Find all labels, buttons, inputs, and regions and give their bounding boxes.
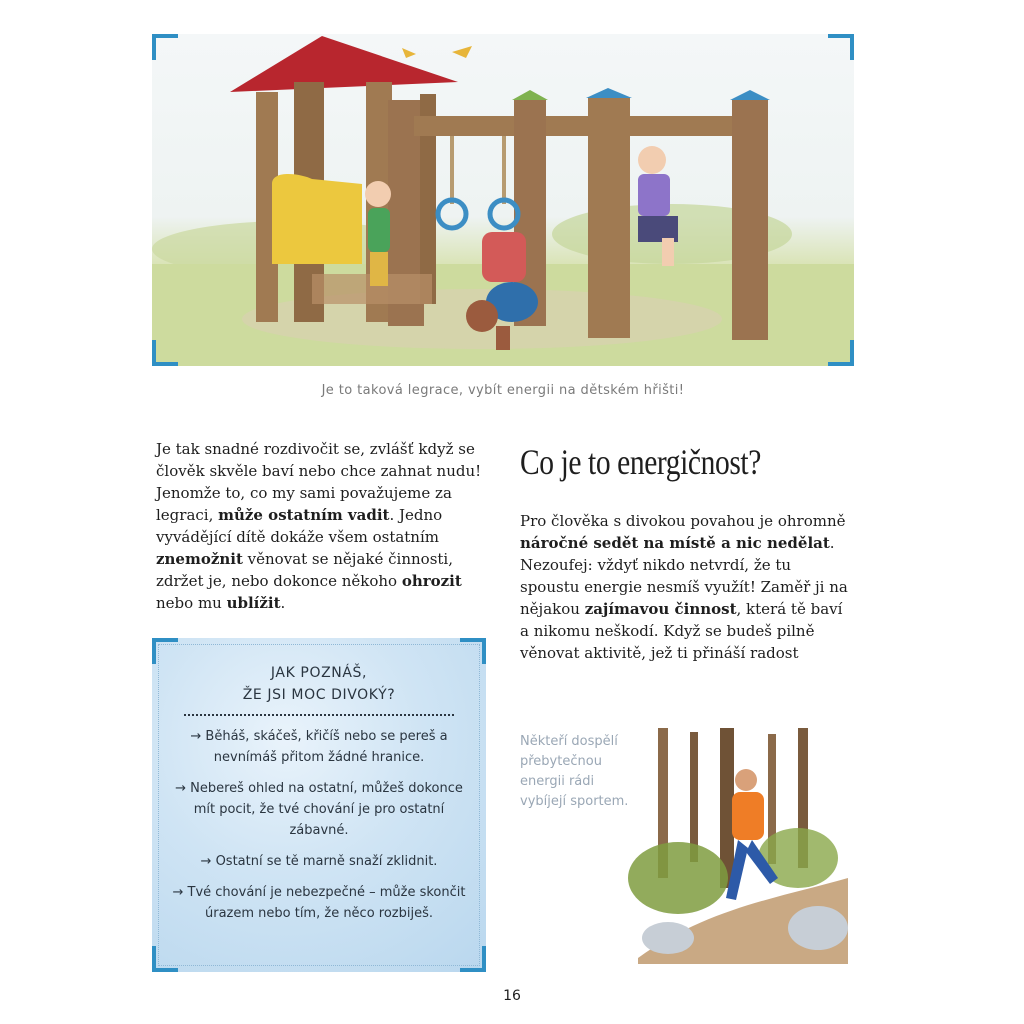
side-caption: Někteří dospělí přebytečnou energii rádi vybíjejí sportem. [520, 734, 629, 809]
section-paragraph [520, 510, 850, 664]
section-text: Pro člověka s divokou povahou je ohromně [520, 512, 846, 530]
box-corner-top-left [152, 638, 178, 664]
page-number: 16 [503, 988, 521, 1004]
intro-emphasis: ublížit [226, 594, 281, 612]
box-corner-bottom-right [460, 946, 486, 972]
tip-item: → Tvé chování je nebezpečné – může skončit úrazem nebo tím, že něco rozbiješ. [172, 885, 466, 921]
box-corner-top-right [460, 638, 486, 664]
intro-text: . Jedno vyvádějící dítě dokáže všem ostatním [156, 506, 443, 546]
intro-paragraph [156, 438, 496, 614]
frame-corner-top-left [152, 34, 178, 60]
tip-item: → Nebereš ohled na ostatní, můžeš dokonce mít pocit, že tvé chování je pro ostatní zábavné. [175, 781, 463, 838]
runner-illustration [628, 728, 848, 964]
frame-corner-bottom-right [828, 340, 854, 366]
section-emphasis: náročné sedět na místě a nic nedělat [520, 534, 830, 552]
intro-emphasis: může ostatním vadit [218, 506, 390, 524]
section-text: . Nezoufej: vždyť nikdo netvrdí, že tu spoustu energie nesmíš využít! Zaměř ji na nějakou [520, 534, 848, 618]
section-text: , která tě baví a nikomu neškodí. Když se budeš pilně věnovat aktivitě, jež ti přináší radost [520, 600, 843, 662]
tip-box-title [152, 662, 486, 706]
frame-corner-top-right [828, 34, 854, 60]
frame-corner-bottom-left [152, 340, 178, 366]
intro-emphasis: ohrozit [401, 572, 462, 590]
tip-item: → Ostatní se tě marně snaží zklidnit. [200, 854, 438, 869]
intro-text: . [280, 594, 286, 612]
runner-drawing [628, 728, 848, 964]
tip-box-list [170, 726, 468, 934]
section-heading: Co je to energičnost? [520, 442, 761, 482]
playground-drawing [152, 34, 854, 366]
tip-box-divider [184, 714, 454, 716]
tip-box [152, 638, 486, 972]
section-emphasis: zajímavou činnost [584, 600, 737, 618]
tip-box-title-line2: ŽE JSI MOC DIVOKÝ? [242, 687, 396, 703]
playground-illustration [152, 34, 854, 366]
intro-text: Je tak snadné rozdivočit se, zvlášť když se člověk skvěle baví nebo chce zahnat nudu! Jenomže to, co my sami považujeme za legraci, [156, 440, 482, 524]
intro-emphasis: znemožnit [156, 550, 243, 568]
box-corner-bottom-left [152, 946, 178, 972]
tip-box-title-line1: JAK POZNÁŠ, [270, 665, 368, 681]
image-caption: Je to taková legrace, vybít energii na dětském hřišti! [321, 383, 685, 398]
tip-item: → Běháš, skáčeš, křičíš nebo se pereš a nevnímáš přitom žádné hranice. [190, 729, 448, 765]
intro-text: nebo mu [156, 594, 227, 612]
intro-text: věnovat se nějaké činnosti, zdržet je, nebo dokonce někoho [156, 550, 453, 590]
